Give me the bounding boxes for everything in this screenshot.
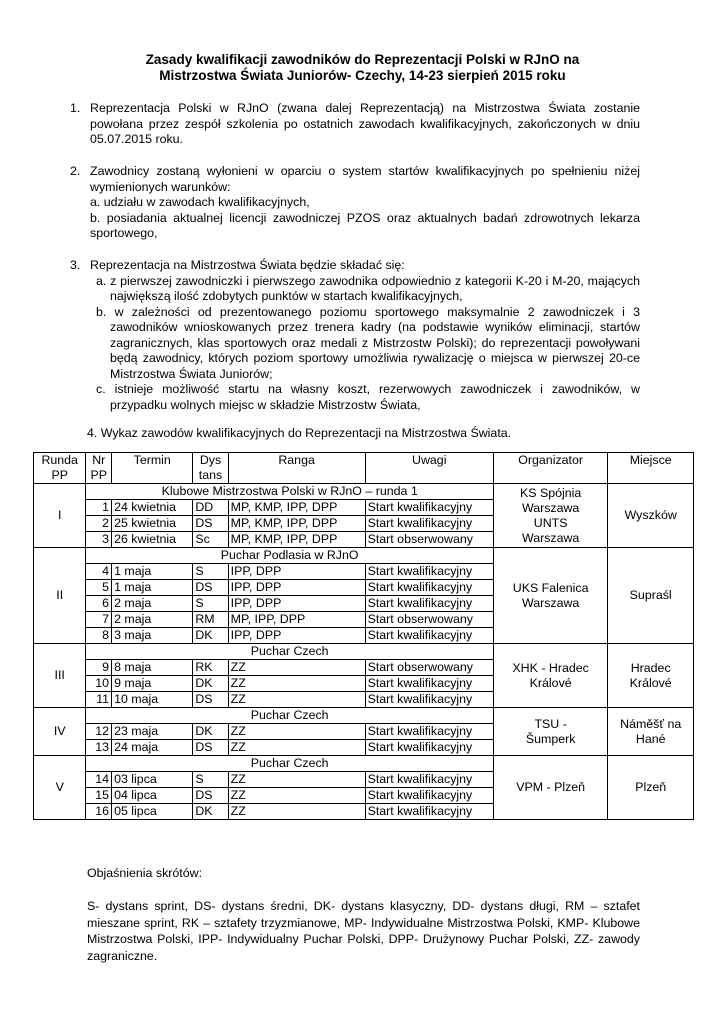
point-2-text: Zawodnicy zostaną wyłonieni w oparciu o system startów kwalifikacyjnych po spełnieniu niżej wymienionych warunków: xyxy=(90,164,640,194)
cell-nr: 10 xyxy=(86,676,112,692)
place-line: Supraśl xyxy=(629,588,672,602)
cell-termin: 26 kwietnia xyxy=(112,532,193,548)
header-miejsce: Miejsce xyxy=(608,453,694,484)
cell-dystans: S xyxy=(193,564,228,580)
round-place xyxy=(608,484,694,548)
cell-termin: 2 maja xyxy=(112,612,193,628)
cell-ranga: ZZ xyxy=(228,692,365,708)
cell-uwagi: Start kwalifikacyjny xyxy=(365,804,493,820)
cell-termin: 3 maja xyxy=(112,628,193,644)
cell-uwagi: Start kwalifikacyjny xyxy=(365,596,493,612)
round-organizer xyxy=(493,644,607,708)
cell-termin: 9 maja xyxy=(112,676,193,692)
point-3-number: 3. xyxy=(70,258,81,272)
title-line-1: Zasady kwalifikacji zawodników do Reprezentacji Polski w RJnO na xyxy=(145,52,580,67)
organizer-line: Warszawa xyxy=(521,500,580,515)
cell-dystans: S xyxy=(193,596,228,612)
round-event-row xyxy=(34,644,694,660)
point-4-text: 4. Wykaz zawodów kwalifikacyjnych do Reprezentacji na Mistrzostwa Świata. xyxy=(87,426,512,440)
cell-dystans: DK xyxy=(193,676,228,692)
round-number: I xyxy=(34,484,86,548)
cell-termin: 04 lipca xyxy=(112,788,193,804)
cell-termin: 10 maja xyxy=(112,692,193,708)
cell-ranga: MP, KMP, IPP, DPP xyxy=(228,516,365,532)
round-organizer xyxy=(493,548,607,644)
cell-nr: 6 xyxy=(86,596,112,612)
round-event-row xyxy=(34,484,694,500)
round-event-name: Puchar Czech xyxy=(86,644,494,660)
organizer-line: UNTS xyxy=(533,515,568,530)
round-number: III xyxy=(34,644,86,708)
organizer-line: Králové xyxy=(529,675,572,690)
round-event-row xyxy=(34,708,694,724)
round-event-name: Klubowe Mistrzostwa Polski w RJnO – runda 1 xyxy=(86,484,494,500)
cell-uwagi: Start kwalifikacyjny xyxy=(365,772,493,788)
cell-dystans: DK xyxy=(193,804,228,820)
cell-ranga: ZZ xyxy=(228,724,365,740)
place-line: Plzeň xyxy=(635,780,667,794)
place-line: Králové xyxy=(629,675,672,690)
table-header-row xyxy=(34,453,694,484)
cell-ranga: MP, KMP, IPP, DPP xyxy=(228,532,365,548)
cell-nr: 9 xyxy=(86,660,112,676)
cell-nr: 16 xyxy=(86,804,112,820)
cell-termin: 23 maja xyxy=(112,724,193,740)
cell-dystans: DS xyxy=(193,580,228,596)
cell-dystans: S xyxy=(193,772,228,788)
cell-uwagi: Start kwalifikacyjny xyxy=(365,516,493,532)
round-number: IV xyxy=(34,708,86,756)
abbreviations-text: S- dystans sprint, DS- dystans średni, DK- dystans klasyczny, DD- dystans długi, RM – sztafet mieszane sprint, RK – sztafety trzyzmianowe, MP- Indywidualne Mistrzostwa Polski, KMP- Klubowe Mistrzostwa Polski, IPP- Indywidualny Puchar Polski, DPP- Drużynowy Puchar Polski, ZZ- zawody zagraniczne. xyxy=(87,899,640,963)
point-3-b: b. w zależności od prezentowanego poziomu sportowego maksymalnie 2 zawodniczek i 3 zawodników wnioskowanych przez trenera kadry (na podstawie wyników eliminacji, startów zagranicznych, klas sportowych oraz medali z Mistrzostw Polski); do reprezentacji powoływani będą zawodnicy, których poziom sportowy umożliwia rywalizację o miejsca w pierwszej 20-ce Mistrzostwa Świata Juniorów; xyxy=(96,304,640,381)
cell-nr: 4 xyxy=(86,564,112,580)
header-uwagi: Uwagi xyxy=(365,453,493,484)
point-2-a: a. udziału w zawodach kwalifikacyjnych, xyxy=(90,195,310,209)
round-place xyxy=(608,756,694,820)
cell-ranga: ZZ xyxy=(228,660,365,676)
cell-nr: 7 xyxy=(86,612,112,628)
organizer-line: XHK - Hradec xyxy=(512,660,589,675)
cell-dystans: DK xyxy=(193,724,228,740)
cell-nr: 13 xyxy=(86,740,112,756)
document-title xyxy=(60,52,665,84)
cell-termin: 24 kwietnia xyxy=(112,500,193,516)
cell-uwagi: Start obserwowany xyxy=(365,532,493,548)
cell-dystans: RK xyxy=(193,660,228,676)
round-place xyxy=(608,644,694,708)
point-3-text: Reprezentacja na Mistrzostwa Świata będzie składać się: xyxy=(90,258,405,272)
point-2 xyxy=(70,164,640,242)
header-organizator: Organizator xyxy=(493,453,607,484)
cell-ranga: IPP, DPP xyxy=(228,596,365,612)
cell-ranga: IPP, DPP xyxy=(228,628,365,644)
cell-nr: 8 xyxy=(86,628,112,644)
cell-dystans: DS xyxy=(193,692,228,708)
cell-termin: 24 maja xyxy=(112,740,193,756)
cell-uwagi: Start kwalifikacyjny xyxy=(365,740,493,756)
cell-termin: 05 lipca xyxy=(112,804,193,820)
organizer-line: Warszawa xyxy=(521,530,580,545)
cell-nr: 11 xyxy=(86,692,112,708)
round-event-name: Puchar Podlasia w RJnO xyxy=(86,548,494,564)
round-organizer xyxy=(493,484,607,548)
round-organizer xyxy=(493,708,607,756)
cell-nr: 12 xyxy=(86,724,112,740)
cell-ranga: ZZ xyxy=(228,804,365,820)
cell-uwagi: Start obserwowany xyxy=(365,660,493,676)
cell-termin: 1 maja xyxy=(112,580,193,596)
point-4 xyxy=(87,426,637,442)
place-line: Hané xyxy=(635,731,666,746)
cell-dystans: DS xyxy=(193,516,228,532)
abbreviations-heading: Objaśnienia skrótów: xyxy=(87,866,203,880)
point-1 xyxy=(70,101,640,148)
point-2-b: b. posiadania aktualnej licencji zawodniczej PZOS oraz aktualnych badań zdrowotnych lekarza sportowego, xyxy=(90,210,640,240)
point-1-number: 1. xyxy=(70,101,81,115)
cell-dystans: DD xyxy=(193,500,228,516)
cell-dystans: DS xyxy=(193,740,228,756)
cell-dystans: RM xyxy=(193,612,228,628)
organizer-line: Šumperk xyxy=(525,731,576,746)
cell-uwagi: Start kwalifikacyjny xyxy=(365,564,493,580)
cell-termin: 03 lipca xyxy=(112,772,193,788)
cell-termin: 1 maja xyxy=(112,564,193,580)
round-organizer xyxy=(493,756,607,820)
organizer-line: VPM - Plzeň xyxy=(516,780,586,794)
cell-termin: 25 kwietnia xyxy=(112,516,193,532)
title-line-2: Mistrzostwa Świata Juniorów- Czechy, 14-23 sierpień 2015 roku xyxy=(159,68,566,83)
cell-nr: 1 xyxy=(86,500,112,516)
table-body xyxy=(34,484,694,820)
round-event-row xyxy=(34,548,694,564)
point-3-c: c. istnieje możliwość startu na własny koszt, rezerwowych zawodniczek i zawodników, w przypadku wolnych miejsc w składzie Mistrzostw Świata, xyxy=(96,382,640,412)
cell-ranga: ZZ xyxy=(228,676,365,692)
cell-termin: 2 maja xyxy=(112,596,193,612)
round-event-name: Puchar Czech xyxy=(86,708,494,724)
cell-uwagi: Start kwalifikacyjny xyxy=(365,788,493,804)
header-runda: Runda PP xyxy=(34,453,86,484)
place-line: Hradec xyxy=(630,660,671,675)
header-ranga: Ranga xyxy=(228,453,365,484)
cell-ranga: ZZ xyxy=(228,740,365,756)
point-1-text: Reprezentacja Polski w RJnO (zwana dalej Reprezentacją) na Mistrzostwa Świata zostanie powołana przez zespół szkolenia po ostatnich zawodach kwalifikacyjnych, zakończonych w dniu 05.07.2015 roku. xyxy=(90,101,640,146)
cell-uwagi: Start kwalifikacyjny xyxy=(365,692,493,708)
cell-ranga: ZZ xyxy=(228,788,365,804)
cell-dystans: DS xyxy=(193,788,228,804)
cell-nr: 15 xyxy=(86,788,112,804)
cell-dystans: Sc xyxy=(193,532,228,548)
cell-uwagi: Start kwalifikacyjny xyxy=(365,676,493,692)
cell-uwagi: Start kwalifikacyjny xyxy=(365,628,493,644)
qualification-table xyxy=(33,452,694,820)
round-event-name: Puchar Czech xyxy=(86,756,494,772)
point-3 xyxy=(70,258,640,413)
cell-dystans: DK xyxy=(193,628,228,644)
place-line: Wyszków xyxy=(624,508,677,522)
header-termin: Termin xyxy=(112,453,193,484)
header-dystans: Dys tans xyxy=(193,453,228,484)
cell-nr: 14 xyxy=(86,772,112,788)
cell-nr: 5 xyxy=(86,580,112,596)
cell-termin: 8 maja xyxy=(112,660,193,676)
header-nr: Nr PP xyxy=(86,453,112,484)
cell-uwagi: Start kwalifikacyjny xyxy=(365,580,493,596)
cell-ranga: ZZ xyxy=(228,772,365,788)
round-place xyxy=(608,548,694,644)
organizer-line: Warszawa xyxy=(521,595,580,610)
cell-ranga: IPP, DPP xyxy=(228,580,365,596)
round-event-row xyxy=(34,756,694,772)
cell-ranga: IPP, DPP xyxy=(228,564,365,580)
cell-nr: 2 xyxy=(86,516,112,532)
cell-uwagi: Start kwalifikacyjny xyxy=(365,724,493,740)
cell-ranga: MP, KMP, IPP, DPP xyxy=(228,500,365,516)
point-3-a: a. z pierwszej zawodniczki i pierwszego zawodnika odpowiednio z kategorii K-20 i M-20, mających największą ilość zdobytych punktów w startach kwalifikacyjnych, xyxy=(96,273,640,303)
organizer-line: UKS Falenica xyxy=(512,580,589,595)
cell-uwagi: Start obserwowany xyxy=(365,612,493,628)
cell-uwagi: Start kwalifikacyjny xyxy=(365,500,493,516)
point-2-number: 2. xyxy=(70,164,81,178)
round-place xyxy=(608,708,694,756)
place-line: Náměšť na xyxy=(620,716,682,731)
round-number: II xyxy=(34,548,86,644)
cell-nr: 3 xyxy=(86,532,112,548)
organizer-line: KS Spójnia xyxy=(519,485,582,500)
round-number: V xyxy=(34,756,86,820)
organizer-line: TSU - xyxy=(534,716,567,731)
cell-ranga: MP, IPP, DPP xyxy=(228,612,365,628)
